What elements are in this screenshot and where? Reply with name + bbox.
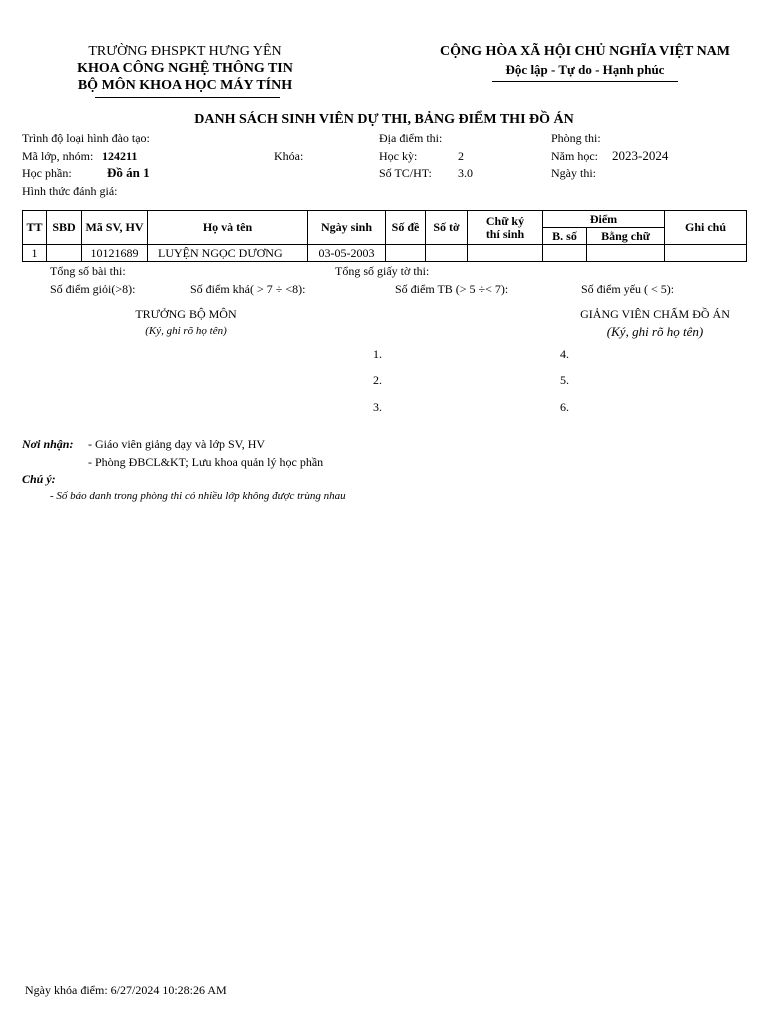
total-exams-label: Tổng số bài thi: <box>50 264 126 278</box>
cell-student-id: 10121689 <box>82 245 148 262</box>
grade-table <box>22 210 747 262</box>
signature-slot-2: 2. <box>373 373 382 387</box>
grader-title: GIẢNG VIÊN CHẤM ĐỒ ÁN <box>580 307 730 321</box>
credits-label: Số TC/HT: <box>379 166 432 180</box>
average-count-label: Số điểm TB (> 5 ÷< 7): <box>395 282 509 296</box>
head-of-department-title: TRƯỞNG BỘ MÔN <box>135 307 237 321</box>
good-count-label: Số điểm khá( > 7 ÷ <8): <box>190 282 306 296</box>
department-name: BỘ MÔN KHOA HỌC MÁY TÍNH <box>77 78 293 93</box>
col-student-id: Mã SV, HV <box>82 211 148 245</box>
col-signature-line1: Chữ ký <box>485 213 525 228</box>
semester-label: Học kỳ: <box>379 149 418 163</box>
col-note: Ghi chú <box>665 211 747 245</box>
cell-tt: 1 <box>23 245 47 262</box>
total-sheets-label: Tổng số giấy tờ thi: <box>335 264 430 278</box>
cell-score-words[interactable] <box>587 245 665 262</box>
class-code-value: 124211 <box>102 149 138 163</box>
assessment-form-label: Hình thức đánh giá: <box>22 184 118 198</box>
col-exam-code: Số đề <box>386 211 426 245</box>
note-label: Chú ý: <box>22 472 56 486</box>
header-right-underline <box>492 81 678 82</box>
recipient-1: - Giáo viên giảng dạy và lớp SV, HV <box>88 437 266 451</box>
col-signature-line2: thí sinh <box>485 226 525 241</box>
col-score-number: B. số <box>543 228 587 245</box>
signature-slot-6: 6. <box>560 400 569 414</box>
cell-note[interactable] <box>665 245 747 262</box>
col-sheet-count: Số tờ <box>426 211 468 245</box>
course-value: Đồ án 1 <box>107 165 150 180</box>
semester-value: 2 <box>458 149 464 163</box>
signature-slot-4: 4. <box>560 347 569 361</box>
class-code-label: Mã lớp, nhóm: <box>22 149 94 163</box>
cell-exam-code[interactable] <box>386 245 426 262</box>
signature-slot-3: 3. <box>373 400 382 414</box>
cell-sbd <box>47 245 82 262</box>
excellent-count-label: Số điểm giỏi(>8): <box>50 282 136 296</box>
col-signature <box>468 211 543 245</box>
exam-room-label: Phòng thi: <box>551 131 601 145</box>
national-motto: Độc lập - Tự do - Hạnh phúc <box>505 62 665 77</box>
note-text: - Số báo danh trong phòng thi có nhiều lớp không được trùng nhau <box>50 490 346 502</box>
country-motto: CỘNG HÒA XÃ HỘI CHỦ NGHĨA VIỆT NAM <box>439 44 730 59</box>
credits-value: 3.0 <box>458 166 473 180</box>
weak-count-label: Số điểm yếu ( < 5): <box>581 282 675 296</box>
grade-lock-date: Ngày khóa điểm: 6/27/2024 10:28:26 AM <box>25 983 227 997</box>
grader-note: (Ký, ghi rõ họ tên) <box>606 324 704 339</box>
col-score-group: Điểm <box>543 211 665 228</box>
cell-score-number[interactable] <box>543 245 587 262</box>
cell-full-name: LUYỆN NGỌC DƯƠNG <box>148 245 308 262</box>
cell-signature[interactable] <box>468 245 543 262</box>
col-full-name: Họ và tên <box>148 211 308 245</box>
table-row <box>23 245 747 262</box>
col-birth-date: Ngày sinh <box>308 211 386 245</box>
recipients-label: Nơi nhận: <box>22 437 74 451</box>
exam-location-label: Địa điểm thi: <box>379 131 443 145</box>
course-label: Học phần: <box>22 166 72 180</box>
school-year-value: 2023-2024 <box>612 148 669 163</box>
page-title: DANH SÁCH SINH VIÊN DỰ THI, BẢNG ĐIỂM THI ĐỒ ÁN <box>194 112 574 127</box>
signature-slot-5: 5. <box>560 373 569 387</box>
cohort-label: Khóa: <box>274 149 304 163</box>
school-name: TRƯỜNG ĐHSPKT HƯNG YÊN <box>88 44 282 59</box>
header-left-underline <box>95 97 280 98</box>
col-tt: TT <box>23 211 47 245</box>
col-sbd: SBD <box>47 211 82 245</box>
head-of-department-note: (Ký, ghi rõ họ tên) <box>145 325 227 337</box>
recipient-2: - Phòng ĐBCL&KT; Lưu khoa quản lý học phần <box>88 455 324 469</box>
faculty-name: KHOA CÔNG NGHỆ THÔNG TIN <box>77 61 293 76</box>
cell-birth-date: 03-05-2003 <box>308 245 386 262</box>
signature-slot-1: 1. <box>373 347 382 361</box>
school-year-label: Năm học: <box>551 149 598 163</box>
exam-date-label: Ngày thi: <box>551 166 596 180</box>
col-score-words: Bằng chữ <box>587 228 665 245</box>
training-level-label: Trình độ loại hình đào tạo: <box>22 131 150 145</box>
cell-sheet-count[interactable] <box>426 245 468 262</box>
